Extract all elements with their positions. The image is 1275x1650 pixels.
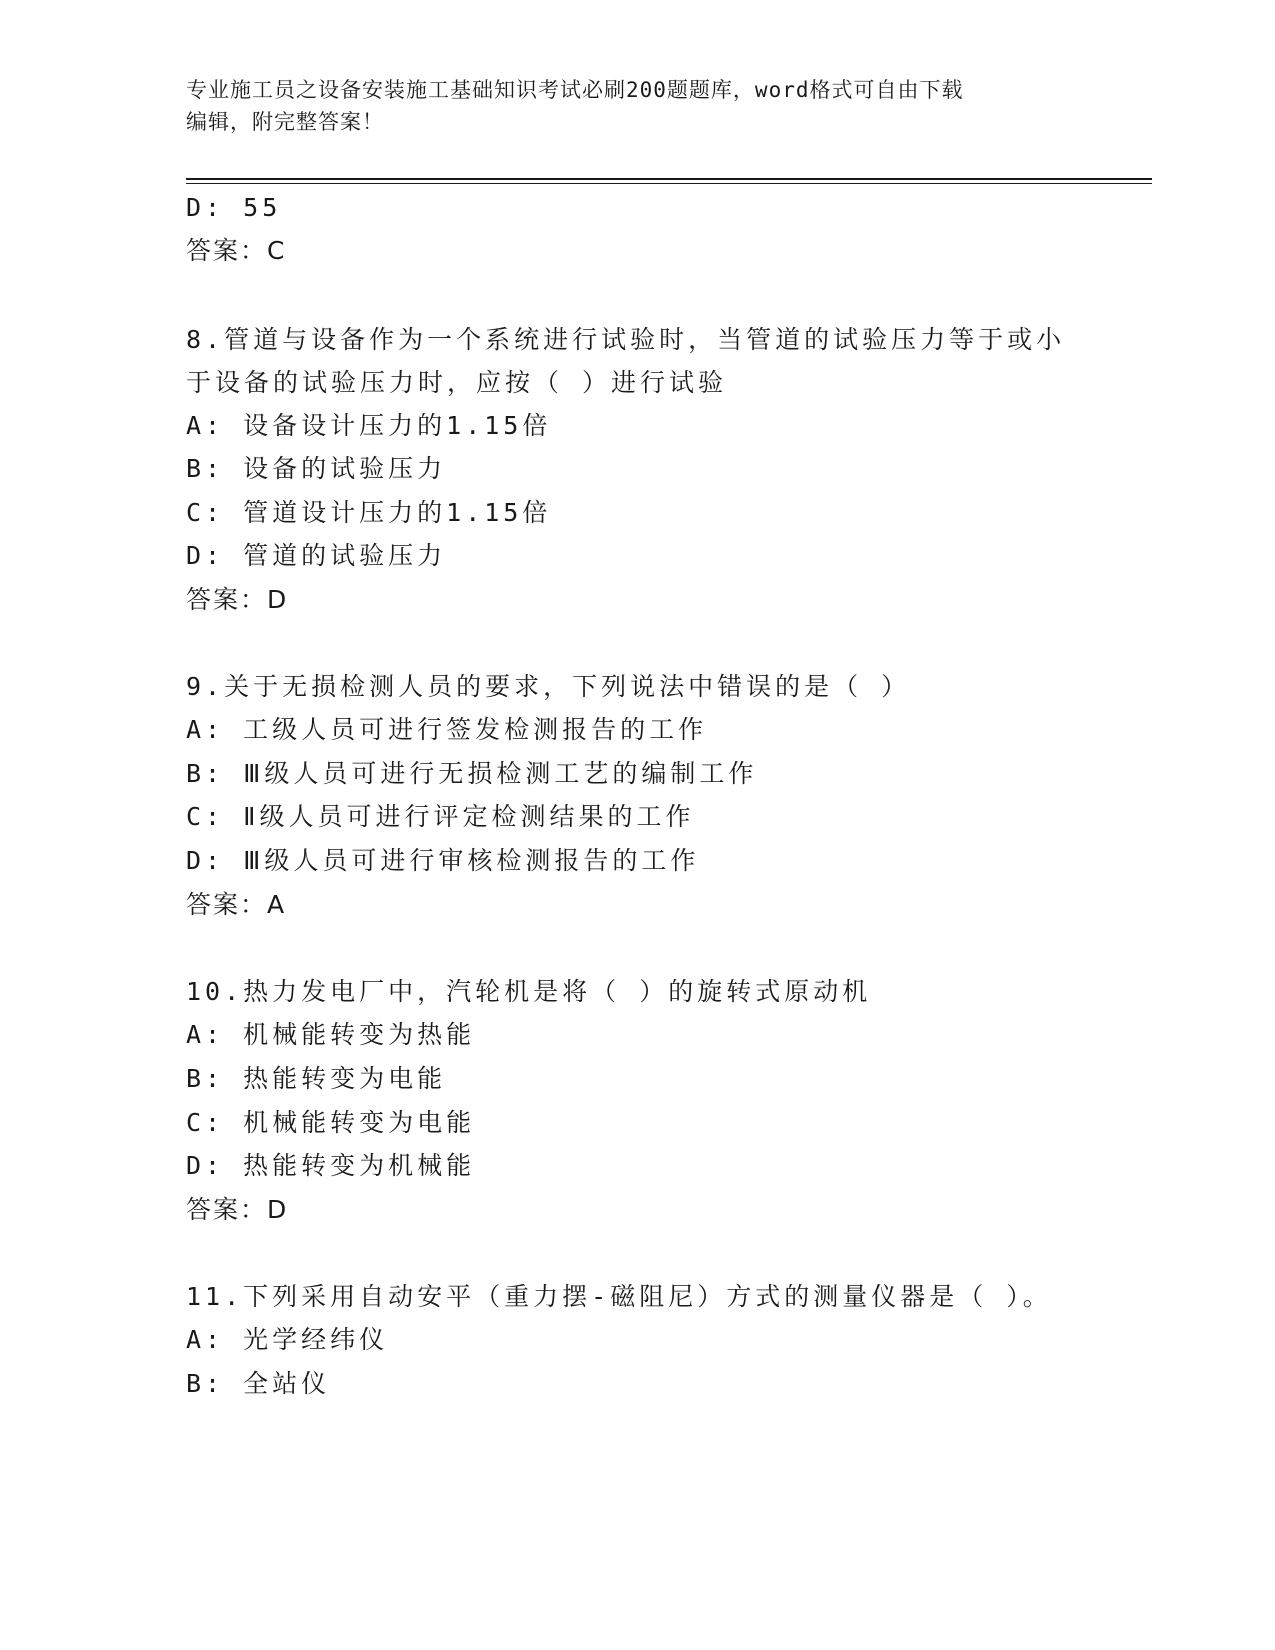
header-divider-thick	[186, 178, 1152, 180]
question-10-option-c: C: 机械能转变为电能	[186, 1108, 476, 1137]
header-title-line-2: 编辑，附完整答案！	[186, 110, 384, 134]
question-8-option-c: C: 管道设计压力的1.15倍	[186, 498, 552, 527]
prev-question-answer: 答案：C	[186, 236, 287, 265]
question-9-option-d: D: Ⅲ级人员可进行审核检测报告的工作	[186, 846, 700, 875]
question-8-option-b: B: 设备的试验压力	[186, 454, 447, 483]
question-9-option-b: B: Ⅲ级人员可进行无损检测工艺的编制工作	[186, 759, 758, 788]
question-8-stem-line-1: 8.管道与设备作为一个系统进行试验时，当管道的试验压力等于或小	[186, 325, 1066, 354]
question-10-option-b: B: 热能转变为电能	[186, 1064, 447, 1093]
question-9-stem: 9.关于无损检测人员的要求，下列说法中错误的是（ ）	[186, 672, 911, 701]
header-divider-thin	[186, 183, 1152, 184]
document-header	[186, 74, 1066, 138]
question-8-stem-line-2: 于设备的试验压力时，应按（ ）进行试验	[186, 368, 728, 397]
question-10-option-a: A: 机械能转变为热能	[186, 1020, 476, 1049]
question-11-option-b: B: 全站仪	[186, 1369, 331, 1398]
question-8-option-a: A: 设备设计压力的1.15倍	[186, 411, 552, 440]
question-11-option-a: A: 光学经纬仪	[186, 1325, 389, 1354]
question-9-option-a: A: 工级人员可进行签发检测报告的工作	[186, 715, 708, 744]
question-8-answer: 答案：D	[186, 585, 289, 614]
question-9-option-c: C: Ⅱ级人员可进行评定检测结果的工作	[186, 802, 695, 831]
question-10-option-d: D: 热能转变为机械能	[186, 1151, 476, 1180]
prev-question-option-d: D: 55	[186, 193, 282, 222]
question-10-stem: 10.热力发电厂中，汽轮机是将（ ）的旋转式原动机	[186, 977, 872, 1006]
question-9-answer: 答案：A	[186, 890, 287, 919]
header-title-line-1: 专业施工员之设备安装施工基础知识考试必刷200题题库，word格式可自由下载	[186, 78, 964, 102]
question-8-option-d: D: 管道的试验压力	[186, 541, 447, 570]
question-10-answer: 答案：D	[186, 1195, 289, 1224]
question-11-stem: 11.下列采用自动安平（重力摆-磁阻尼）方式的测量仪器是（ ）。	[186, 1282, 1052, 1311]
